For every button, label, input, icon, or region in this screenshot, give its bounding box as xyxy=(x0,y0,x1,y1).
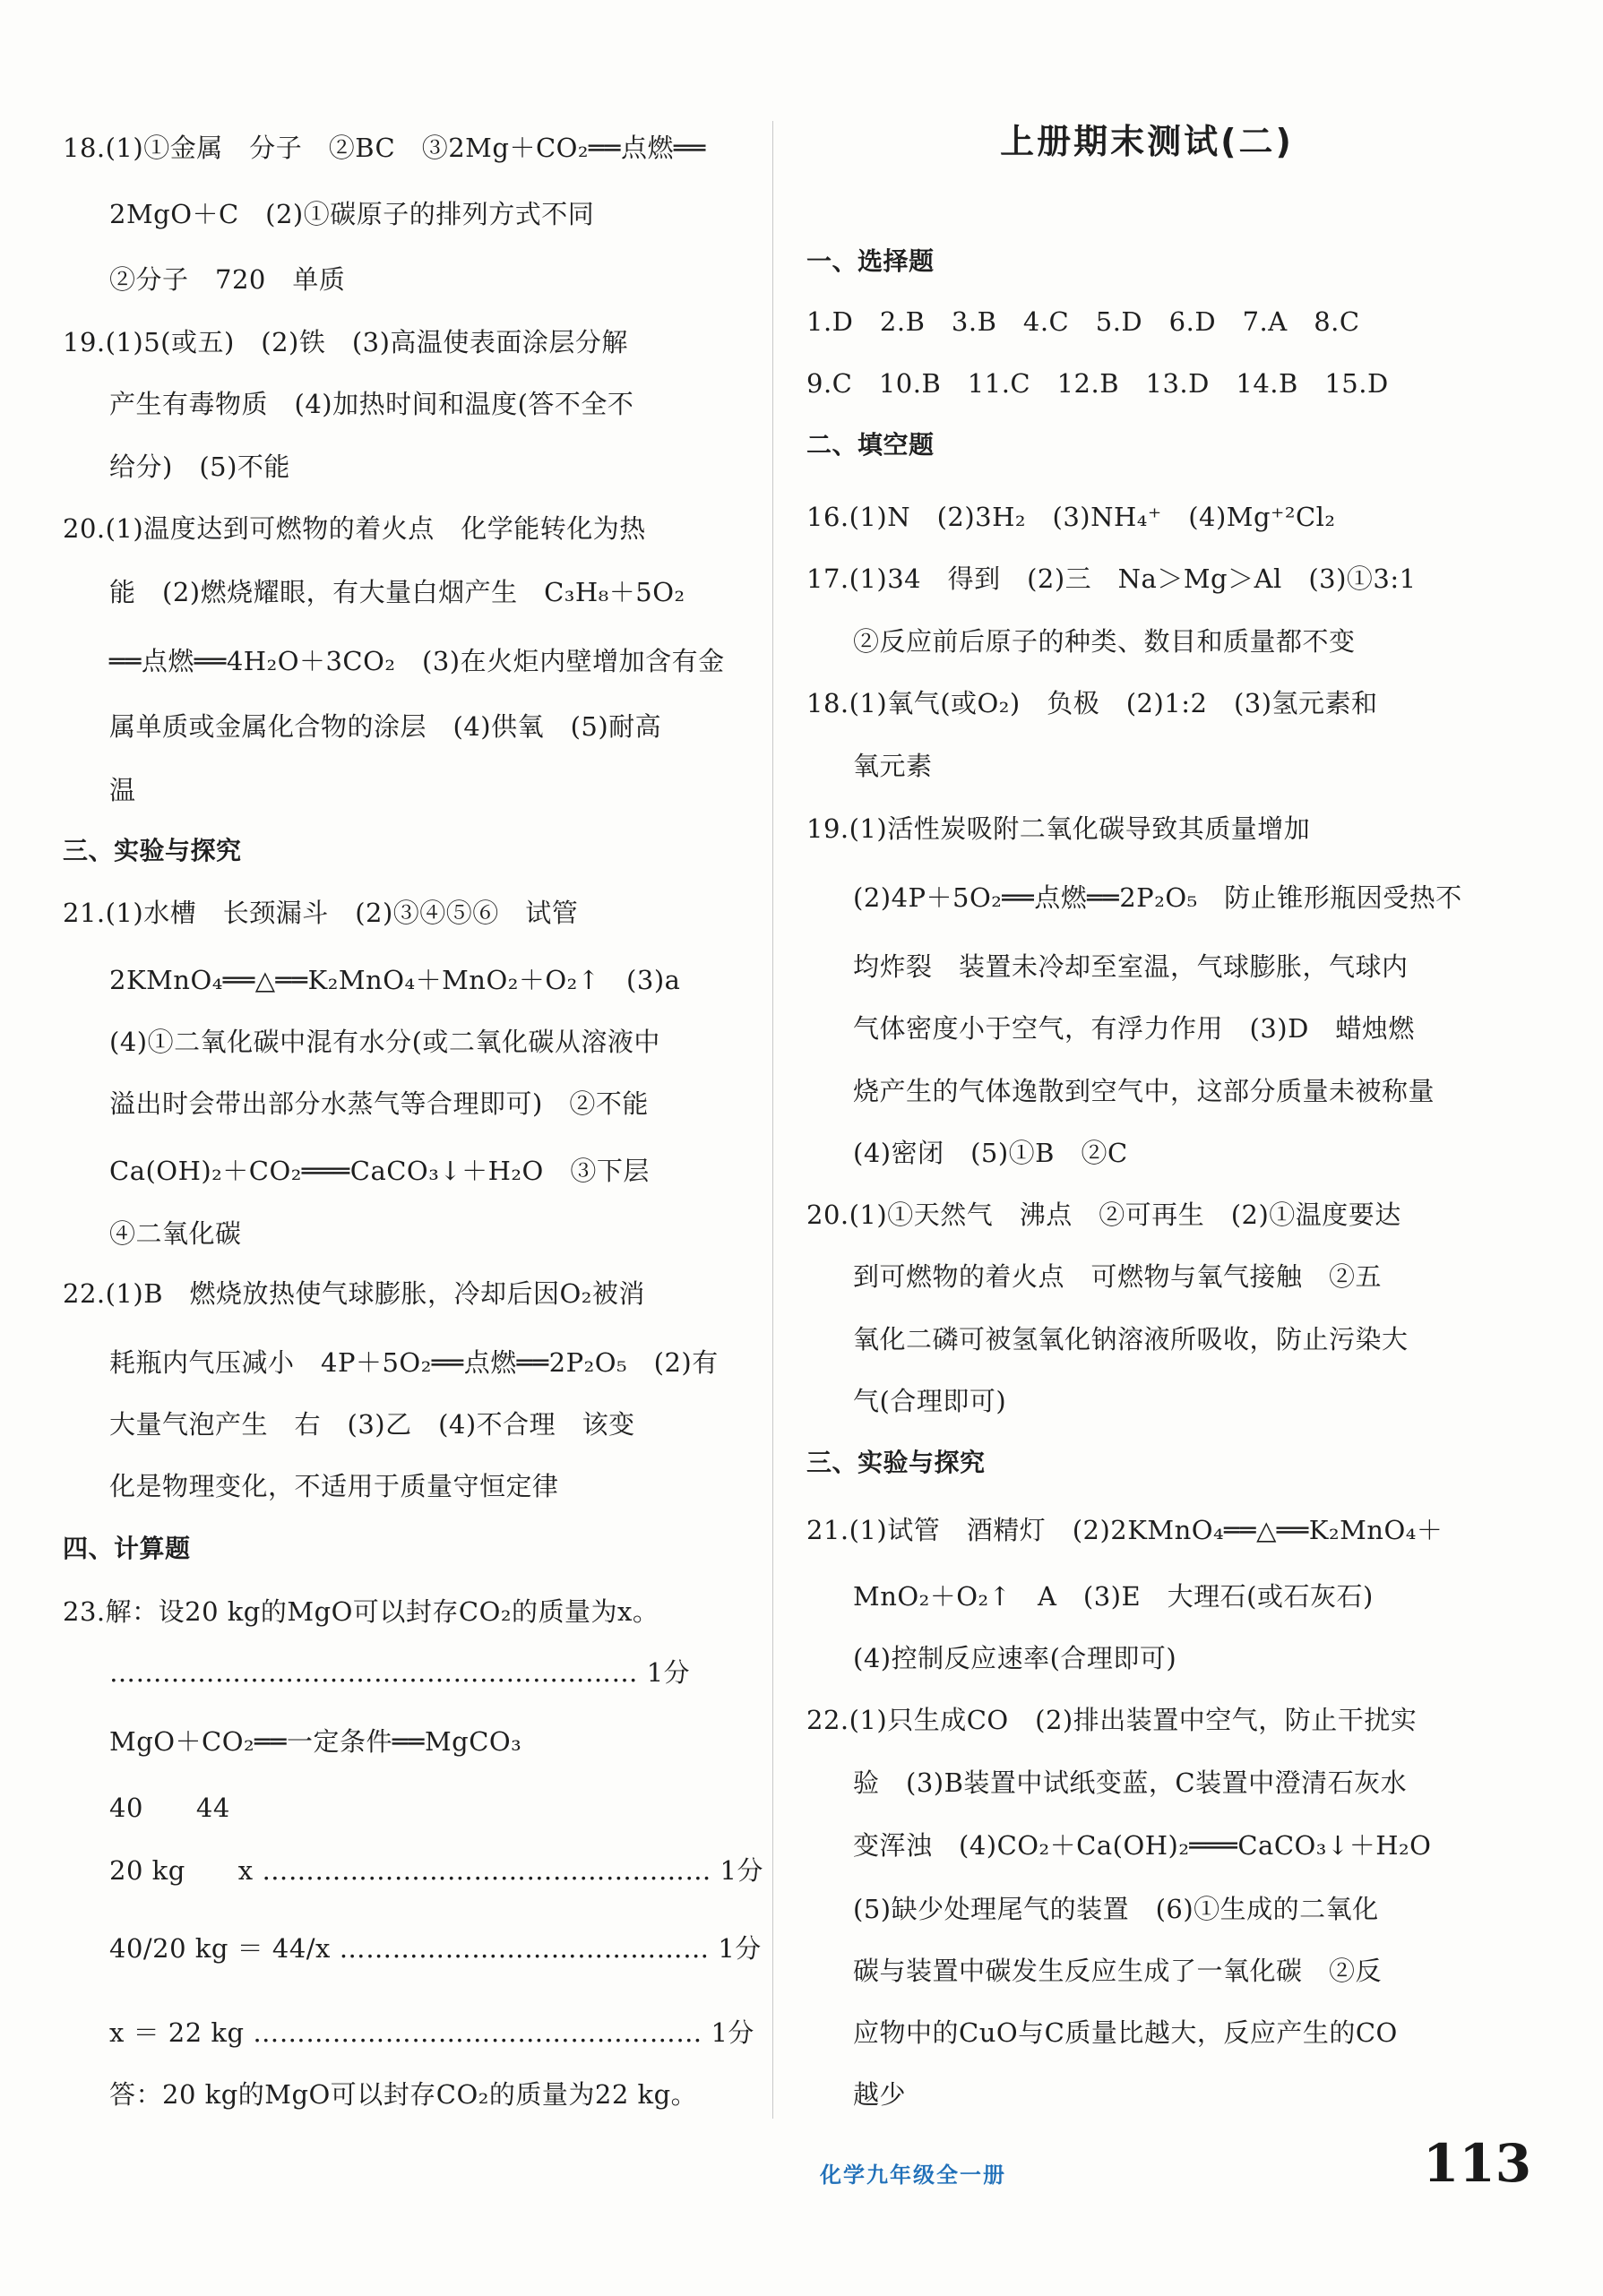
text-line: 19.(1)5(或五) (2)铁 (3)高温使表面涂层分解 xyxy=(63,327,628,357)
text-line: 产生有毒物质 (4)加热时间和温度(答不全不 xyxy=(109,389,634,419)
text-line: 属单质或金属化合物的涂层 (4)供氧 (5)耐高 xyxy=(109,711,662,742)
text-line: 16.(1)N (2)3H₂ (3)NH₄⁺ (4)Mg⁺²Cl₂ xyxy=(806,502,1336,532)
text-line: 22.(1)只生成CO (2)排出装置中空气，防止干扰实 xyxy=(806,1705,1418,1735)
text-line: 大量气泡产生 右 (3)乙 (4)不合理 该变 xyxy=(109,1409,635,1440)
section-heading: 一、选择题 xyxy=(806,246,935,276)
score-line: 40/20 kg ＝ 44/x …………………………………… 1分 xyxy=(109,1933,762,1964)
text-line: ══点燃══4H₂O＋3CO₂ (3)在火炬内壁增加含有金 xyxy=(109,646,725,676)
score-line: 20 kg x …………………………………………… 1分 xyxy=(109,1855,763,1886)
text-line: 40 44 xyxy=(109,1793,230,1823)
text-line: Ca(OH)₂＋CO₂═══CaCO₃↓＋H₂O ③下层 xyxy=(109,1156,650,1186)
text-line: 能 (2)燃烧耀眼，有大量白烟产生 C₃H₈＋5O₂ xyxy=(109,577,685,607)
text-line: 化是物理变化，不适用于质量守恒定律 xyxy=(109,1471,559,1501)
text-line: 2KMnO₄══△══K₂MnO₄＋MnO₂＋O₂↑ (3)a xyxy=(109,965,681,995)
text-line: 到可燃物的着火点 可燃物与氧气接触 ②五 xyxy=(853,1261,1383,1292)
text-line: 均炸裂 装置未冷却至室温，气球膨胀，气球内 xyxy=(853,951,1409,982)
page-title: 上册期末测试(二) xyxy=(1000,122,1294,161)
section-heading: 三、实验与探究 xyxy=(806,1448,986,1477)
text-line: 23.解：设20 kg的MgO可以封存CO₂的质量为x。 xyxy=(63,1596,659,1627)
text-line: (4)①二氧化碳中混有水分(或二氧化碳从溶液中 xyxy=(109,1027,660,1057)
text-line: (4)密闭 (5)①B ②C xyxy=(853,1138,1128,1168)
text-line: (5)缺少处理尾气的装置 (6)①生成的二氧化 xyxy=(853,1894,1379,1924)
text-line: 碳与装置中碳发生反应生成了一氧化碳 ②反 xyxy=(853,1956,1383,1986)
text-line: (2)4P＋5O₂══点燃══2P₂O₅ 防止锥形瓶因受热不 xyxy=(853,882,1462,913)
text-line: ④二氧化碳 xyxy=(109,1218,242,1249)
section-heading: 四、计算题 xyxy=(63,1534,191,1563)
text-line: 气(合理即可) xyxy=(853,1386,1007,1416)
text-line: 17.(1)34 得到 (2)三 Na＞Mg＞Al (3)①3:1 xyxy=(806,563,1417,594)
text-line: 18.(1)①金属 分子 ②BC ③2Mg＋CO₂══点燃══ xyxy=(63,133,706,163)
text-line: 21.(1)试管 酒精灯 (2)2KMnO₄══△══K₂MnO₄＋ xyxy=(806,1515,1444,1545)
text-line: 19.(1)活性炭吸附二氧化碳导致其质量增加 xyxy=(806,813,1311,844)
column-divider xyxy=(772,121,773,2119)
text-line: MnO₂＋O₂↑ A (3)E 大理石(或石灰石) xyxy=(853,1581,1374,1612)
text-line: 耗瓶内气压减小 4P＋5O₂══点燃══2P₂O₅ (2)有 xyxy=(109,1347,719,1378)
text-line: 气体密度小于空气，有浮力作用 (3)D 蜡烛燃 xyxy=(853,1013,1415,1044)
footer-label: 化学九年级全一册 xyxy=(820,2163,1006,2188)
text-line: 20.(1)温度达到可燃物的着火点 化学能转化为热 xyxy=(63,513,646,544)
text-line: 18.(1)氧气(或O₂) 负极 (2)1:2 (3)氢元素和 xyxy=(806,688,1378,718)
text-line: 应物中的CuO与C质量比越大，反应产生的CO xyxy=(853,2017,1398,2048)
text-line: 答：20 kg的MgO可以封存CO₂的质量为22 kg。 xyxy=(109,2079,698,2110)
text-line: ②分子 720 单质 xyxy=(109,264,346,295)
page-number: 113 xyxy=(1423,2133,1532,2194)
text-line: 越少 xyxy=(853,2079,907,2110)
score-line: x ＝ 22 kg …………………………………………… 1分 xyxy=(109,2017,754,2048)
text-line: 溢出时会带出部分水蒸气等合理即可) ②不能 xyxy=(109,1088,649,1119)
text-line: 氧化二磷可被氢氧化钠溶液所吸收，防止污染大 xyxy=(853,1324,1409,1354)
text-line: 1.D 2.B 3.B 4.C 5.D 6.D 7.A 8.C xyxy=(806,306,1360,337)
text-line: 温 xyxy=(109,775,136,805)
text-line: 2MgO＋C (2)①碳原子的排列方式不同 xyxy=(109,199,595,229)
equation-line: MgO＋CO₂══一定条件══MgCO₃ xyxy=(109,1726,522,1757)
text-line: ②反应前后原子的种类、数目和质量都不变 xyxy=(853,626,1356,657)
score-line: …………………………………………………… 1分 xyxy=(109,1657,691,1688)
text-line: 21.(1)水槽 长颈漏斗 (2)③④⑤⑥ 试管 xyxy=(63,898,579,928)
section-heading: 二、填空题 xyxy=(806,430,935,460)
text-line: 氧元素 xyxy=(853,751,933,781)
text-line: 20.(1)①天然气 沸点 ②可再生 (2)①温度要达 xyxy=(806,1200,1401,1230)
text-line: 给分) (5)不能 xyxy=(109,451,290,482)
text-line: 烧产生的气体逸散到空气中，这部分质量未被称量 xyxy=(853,1076,1435,1106)
text-line: 22.(1)B 燃烧放热使气球膨胀，冷却后因O₂被消 xyxy=(63,1278,645,1309)
text-line: 变浑浊 (4)CO₂＋Ca(OH)₂═══CaCO₃↓＋H₂O xyxy=(853,1830,1432,1861)
section-heading: 三、实验与探究 xyxy=(63,836,242,865)
text-line: 9.C 10.B 11.C 12.B 13.D 14.B 15.D xyxy=(806,368,1389,399)
text-line: 验 (3)B装置中试纸变蓝，C装置中澄清石灰水 xyxy=(853,1767,1408,1798)
text-line: (4)控制反应速率(合理即可) xyxy=(853,1643,1177,1673)
